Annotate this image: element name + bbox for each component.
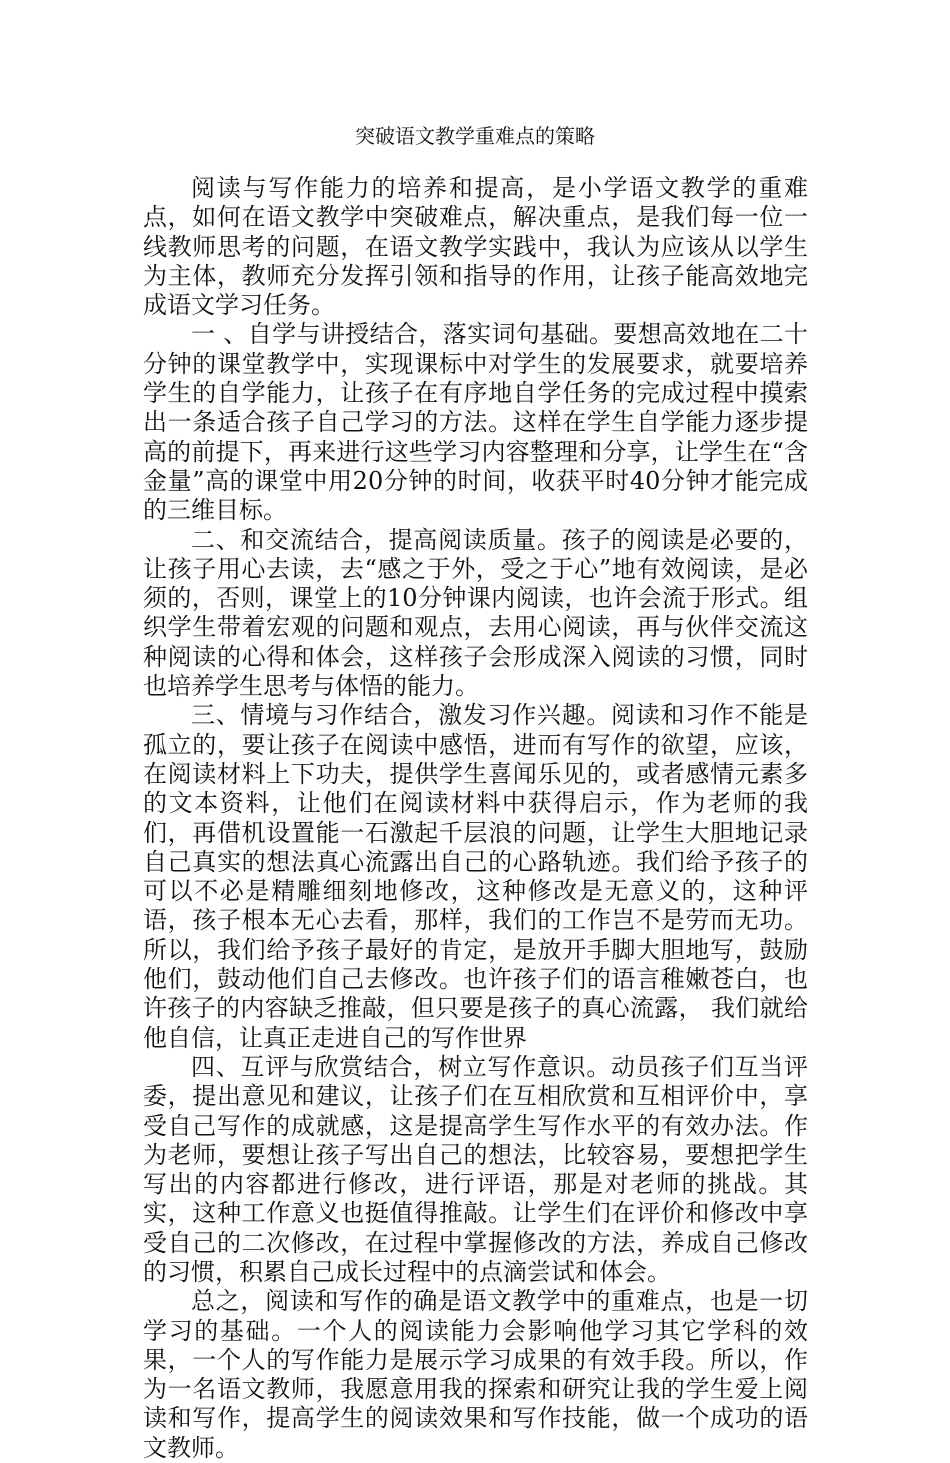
paragraph-section-2: 二、和交流结合，提高阅读质量。孩子的阅读是必要的，让孩子用心去读，去“感之于外，受之于心”地有效阅读，是必须的，否则，课堂上的10分钟课内阅读，也许会流于形式。组织学生带着宏观的问题和观点，去用心阅读，再与伙伴交流这种阅读的心得和体会，这样孩子会形成深入阅读的习惯，同时也培养学生思考与体悟的能力。 [143, 525, 808, 701]
paragraph-intro: 阅读与写作能力的培养和提高，是小学语文教学的重难点，如何在语文教学中突破难点，解决重点，是我们每一位一线教师思考的问题，在语文教学实践中，我认为应该从以学生为主体，教师充分发挥引领和指导的作用，让孩子能高效地完成语文学习任务。 [143, 174, 808, 320]
paragraph-section-3: 三、情境与习作结合，激发习作兴趣。阅读和习作不能是孤立的，要让孩子在阅读中感悟，进而有写作的欲望，应该，在阅读材料上下功夫，提供学生喜闻乐见的，或者感情元素多的文本资料，让他们在阅读材料中获得启示，作为老师的我们，再借机设置能一石激起千层浪的问题，让学生大胆地记录自己真实的想法真心流露出自己的心路轨迹。我们给予孩子的可以不必是精雕细刻地修改，这种修改是无意义的，这种评语，孩子根本无心去看，那样，我们的工作岂不是劳而无功。所以，我们给予孩子最好的肯定，是放开手脚大胆地写，鼓励他们，鼓动他们自己去修改。也许孩子们的语言稚嫩苍白，也许孩子的内容缺乏推敲，但只要是孩子的真心流露， 我们就给他自信，让真正走进自己的写作世界 [143, 701, 808, 1052]
paragraph-section-1: 一 、自学与讲授结合，落实词句基础。要想高效地在二十分钟的课堂教学中，实现课标中对学生的发展要求，就要培养学生的自学能力，让孩子在有序地自学任务的完成过程中摸索出一条适合孩子自己学习的方法。这样在学生自学能力逐步提高的前提下，再来进行这些学习内容整理和分享，让学生在“含金量”高的课堂中用20分钟的时间，收获平时40分钟才能完成的三维目标。 [143, 320, 808, 525]
paragraph-conclusion: 总之，阅读和写作的确是语文教学中的重难点，也是一切学习的基础。一个人的阅读能力会影响他学习其它学科的效果，一个人的写作能力是展示学习成果的有效手段。所以，作为一名语文教师，我愿意用我的探索和研究让我的学生爱上阅读和写作，提高学生的阅读效果和写作技能，做一个成功的语文教师。 [143, 1287, 808, 1462]
paragraph-section-4: 四、互评与欣赏结合，树立写作意识。动员孩子们互当评委，提出意见和建议，让孩子们在互相欣赏和互相评价中，享受自己写作的成就感，这是提高学生写作水平的有效办法。作为老师，要想让孩子写出自己的想法，比较容易，要想把学生写出的内容都进行修改，进行评语，那是对老师的挑战。其实，这种工作意义也挺值得推敲。让学生们在评价和修改中享受自己的二次修改，在过程中掌握修改的方法，养成自己修改的习惯，积累自己成长过程中的点滴尝试和体会。 [143, 1052, 808, 1286]
document-title: 突破语文教学重难点的策略 [355, 124, 595, 148]
document-body [143, 174, 808, 1463]
